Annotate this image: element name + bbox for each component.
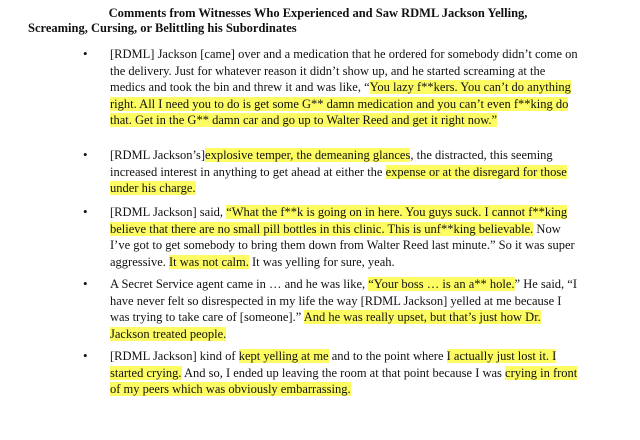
highlighted-quote: You lazy f**kers. You can’t do anything right. All I need you to do is get some G** damn medication and you can’t even f**king do that. Get in the G** damn car and go up to Walter Reed and get it right now.”	[110, 80, 571, 127]
quote-text: , the distracted, this seeming increased interest in anything to get ahead at either the	[110, 148, 553, 179]
quote-text: [RDML Jackson] said,	[110, 205, 227, 219]
highlighted-quote: I actually just lost it. I started crying.	[110, 349, 557, 380]
testimony-text	[110, 348, 580, 398]
quote-text: Now I’ve got to get somebody to bring them down from Walter Reed last minute.” So it was super aggressive.	[110, 221, 575, 269]
bullet-icon: •	[83, 204, 88, 219]
highlighted-quote: crying in front of my peers which was obviously embarrassing.	[110, 365, 578, 396]
highlighted-quote: explosive temper, the demeaning glances	[205, 148, 411, 162]
quote-text: [RDML Jackson’s]	[110, 148, 206, 162]
page-title	[28, 6, 588, 36]
testimony-text	[110, 147, 580, 197]
highlighted-quote: It was not calm.	[169, 254, 249, 269]
testimony-item	[83, 276, 580, 342]
quote-text: A Secret Service agent came in … and he was like,	[110, 277, 369, 291]
highlighted-quote: And he was really upset, but that’s just how Dr. Jackson treated people.	[110, 310, 541, 341]
bullet-icon: •	[83, 348, 88, 363]
page-title-line-1: Comments from Witnesses Who Experienced and Saw RDML Jackson Yelling,	[108, 6, 528, 20]
testimony-text	[110, 276, 580, 342]
testimony-text	[110, 204, 580, 270]
testimony-item	[83, 147, 580, 197]
bullet-icon: •	[83, 46, 88, 61]
highlighted-quote: “Your boss … is an a** hole.	[368, 277, 515, 291]
highlighted-quote: kept yelling at me	[238, 349, 329, 363]
bullet-icon: •	[83, 276, 88, 291]
quote-text: ” He said, “I have never felt so disrespected in my life the way [RDML Jackson] yelled at me because I was trying to take care of [someone].”	[110, 277, 578, 324]
highlighted-quote: expense or at the disregard for those under his charge.	[110, 164, 567, 195]
quote-text: [RDML] Jackson [came] over and a medication that he ordered for somebody didn’t come on the delivery. Just for whatever reason it didn’t show up, and he started screaming at the medics and took the bin and threw it and was like, “	[110, 47, 578, 94]
testimony-text	[110, 46, 580, 129]
quote-text: And so, I ended up leaving the room at that point because I was	[181, 365, 506, 380]
quote-text: [RDML Jackson] kind of	[110, 349, 239, 363]
testimony-item	[83, 204, 580, 270]
testimony-item	[83, 46, 580, 129]
quote-text: It was yelling for sure, yeah.	[248, 254, 395, 269]
quote-text: and to the point where	[328, 349, 447, 363]
highlighted-quote: “What the f**k is going on in here. You guys suck. I cannot f**king believe that there are no small pill bottles in this clinic. This is unf**king believable.	[110, 205, 568, 236]
page-title-line-2: Screaming, Cursing, or Belittling his Subordinates	[28, 21, 297, 35]
bullet-icon: •	[83, 147, 88, 162]
testimony-item	[83, 348, 580, 398]
